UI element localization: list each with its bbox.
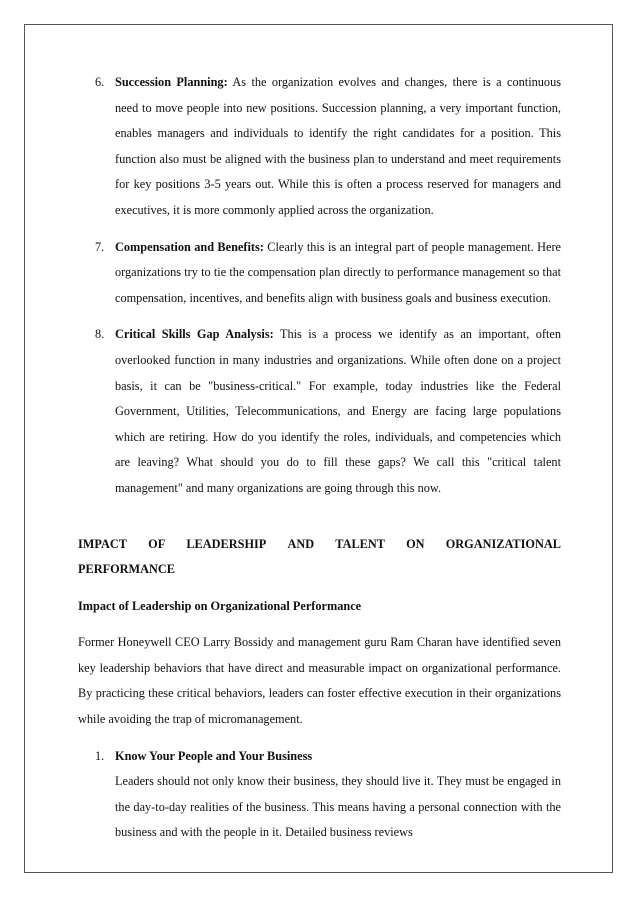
item-title: Know Your People and Your Business: [115, 748, 313, 763]
list-item-compensation: [78, 235, 561, 312]
heading-word: LEADERSHIP: [186, 536, 267, 551]
list-number: 7.: [95, 239, 105, 254]
list-item-know-your-people: [78, 744, 561, 846]
heading-word: AND: [287, 536, 315, 551]
item-text: Clearly this is an integral part of people management. Here organizations try to tie the compensation plan directly to performance management so that compensation, incentives, and benefits align with business goals and business execution.: [115, 239, 561, 305]
document-body: [78, 70, 561, 846]
heading-word: ON: [406, 536, 425, 551]
item-title: Succession Planning:: [115, 75, 228, 89]
heading-word: IMPACT: [78, 536, 127, 551]
item-text: This is a process we identify as an important, often overlooked function in many industries and organizations. While often done on a project basis, it can be "business-critical." For example, today industries like the Federal Government, Utilities, Telecommunications, and Energy are facing large populations which are retiring. How do you identify the roles, individuals, and competencies which are leaving? What should you do to fill these gaps? We call this "critical talent management" and many organizations are going through this now.: [115, 327, 561, 495]
sub-heading: Impact of Leadership on Organizational Performance: [78, 598, 362, 613]
heading-word: ORGANIZATIONAL: [445, 536, 561, 551]
list-number: 6.: [95, 75, 105, 89]
item-title: Critical Skills Gap Analysis:: [115, 327, 274, 342]
heading-word: TALENT: [335, 536, 385, 551]
intro-paragraph: Former Honeywell CEO Larry Bossidy and management guru Ram Charan have identified seven key leadership behaviors that have direct and measurable impact on organizational performance. By practicing these critical behaviors, leaders can foster effective execution in their organizations while avoiding the trap of micromanagement.: [78, 635, 561, 727]
item-title: Compensation and Benefits:: [115, 239, 264, 254]
list-number: 8.: [95, 327, 105, 342]
heading-word: OF: [148, 536, 166, 551]
section-heading: [78, 532, 561, 583]
list-number: 1.: [95, 748, 105, 763]
heading-line-2: PERFORMANCE: [78, 562, 176, 577]
item-text: As the organization evolves and changes, there is a continuous need to move people into new positions. Succession planning, a very important function, enables managers and individuals to identify the right candidates for a position. This function also must be aligned with the business plan to understand and meet requirements for key positions 3-5 years out. While this is often a process reserved for managers and executives, it is more commonly applied across the organization.: [115, 75, 561, 217]
list-item-succession-planning: [78, 70, 561, 224]
item-text: Leaders should not only know their business, they should live it. They must be engaged in the day-to-day realities of the business. This means having a personal connection with the business and with the people in it. Detailed business reviews: [115, 774, 561, 840]
list-item-skills-gap: [78, 322, 561, 501]
